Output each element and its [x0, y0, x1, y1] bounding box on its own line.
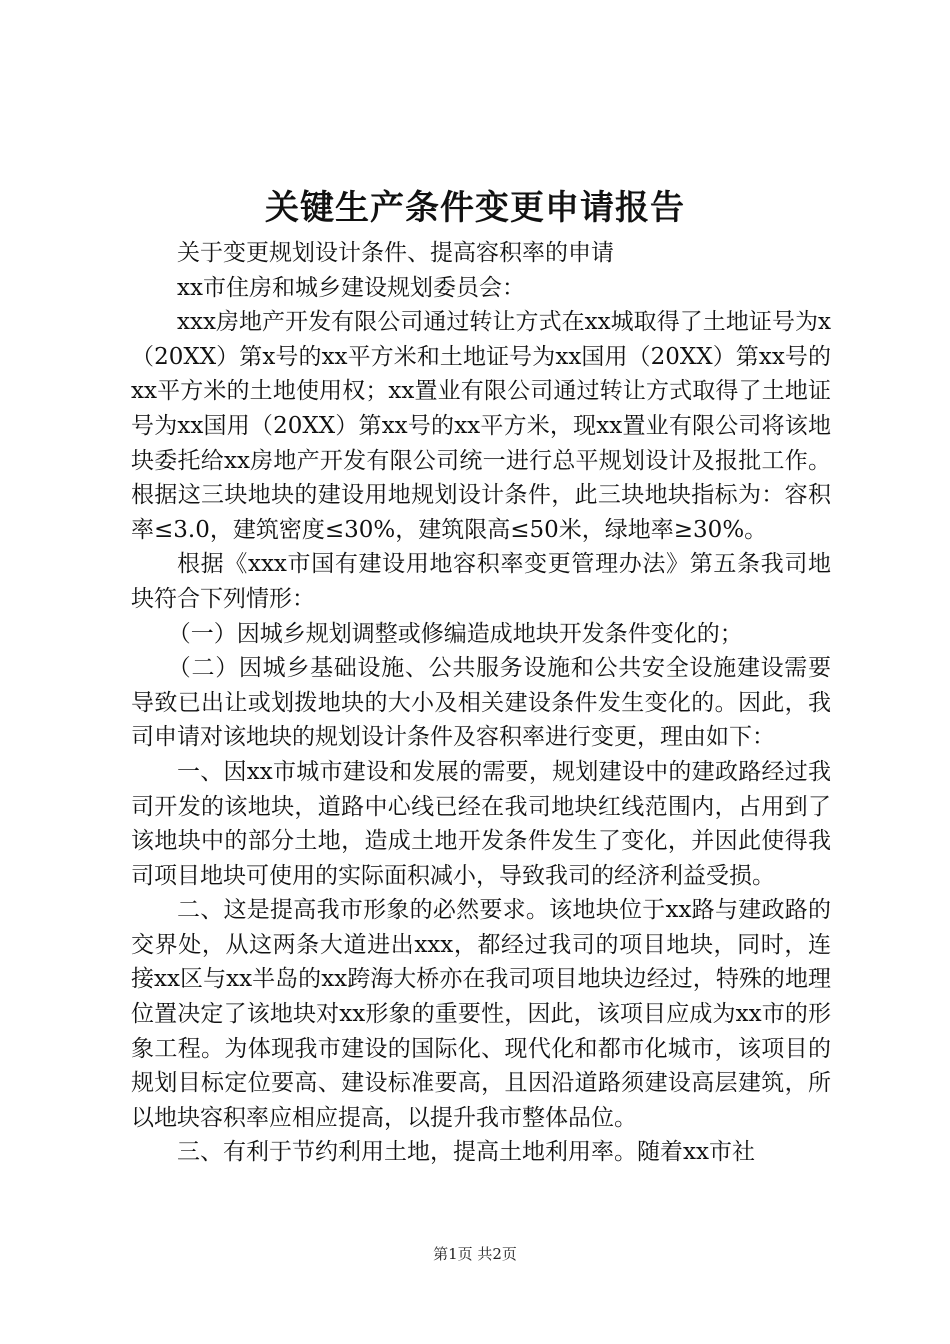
paragraph-reason-1: 一、因xx市城市建设和发展的需要，规划建设中的建政路经过我司开发的该地块，道路中心线已经在我司地块红线范围内，占用到了该地块中的部分土地，造成土地开发条件发生了变化，并因此使得我司项目地块可使用的实际面积减小，导致我司的经济利益受损。: [131, 758, 831, 889]
document-title: 关键生产条件变更申请报告: [265, 188, 685, 228]
paragraph-reason-2: 二、这是提高我市形象的必然要求。该地块位于xx路与建政路的交界处，从这两条大道进出xxx，都经过我司的项目地块，同时，连接xx区与xx半岛的xx跨海大桥亦在我司项目地块边经过，特殊的地理位置决定了该地块对xx形象的重要性，因此，该项目应成为xx市的形象工程。为体现我市建设的国际化、现代化和都市化城市，该项目的规划目标定位要高、建设标准要高，且因沿道路须建设高层建筑，所以地块容积率应相应提高，以提升我市整体品位。: [131, 897, 831, 1131]
paragraph-land-info: xxx房地产开发有限公司通过转让方式在xx城取得了土地证号为x（20XX）第x号的xx平方米和土地证号为xx国用（20XX）第xx号的xx平方米的土地使用权；xx置业有限公司通过转让方式取得了土地证号为xx国用（20XX）第xx号的xx平方米，现xx置业有限公司将该地块委托给xx房地产开发有限公司统一进行总平规划设计及报批工作。根据这三块地块的建设用地规划设计条件，此三块地块指标为：容积率≤3.0，建筑密度≤30%，建筑限高≤50米，绿地率≥30%。: [131, 309, 831, 543]
paragraph-condition-1: （一）因城乡规划调整或修编造成地块开发条件变化的；: [167, 620, 743, 647]
page-number: 第1页 共2页: [433, 1245, 517, 1263]
paragraph-addressee: xx市住房和城乡建设规划委员会：: [177, 274, 525, 301]
paragraph-regulation: 根据《xxx市国有建设用地容积率变更管理办法》第五条我司地块符合下列情形：: [131, 551, 831, 612]
document-body: [131, 236, 831, 1170]
paragraph-condition-2: （二）因城乡基础设施、公共服务设施和公共安全设施建设需要导致已出让或划拨地块的大小及相关建设条件发生变化的。因此，我司申请对该地块的规划设计条件及容积率进行变更，理由如下：: [131, 655, 831, 751]
paragraph-reason-3: 三、有利于节约利用土地，提高土地利用率。随着xx市社: [177, 1139, 755, 1166]
paragraph-subject: 关于变更规划设计条件、提高容积率的申请: [177, 240, 614, 266]
